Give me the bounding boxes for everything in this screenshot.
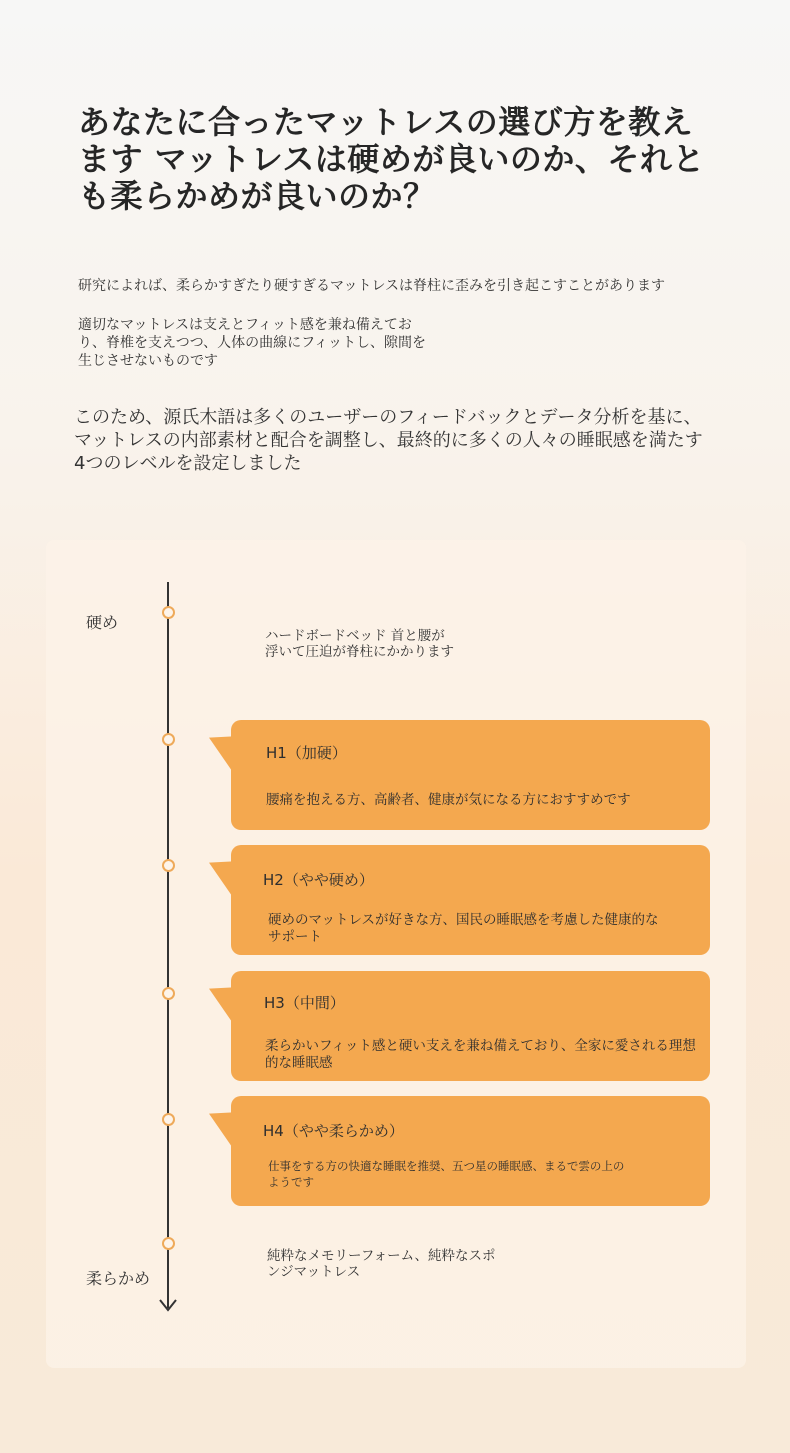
level-title: H2（やや硬め） bbox=[263, 871, 374, 889]
scale-dot-h3 bbox=[162, 987, 175, 1000]
scale-note-memory-foam: 純粋なメモリーフォーム、純粋なスポンジマットレス bbox=[267, 1248, 496, 1280]
page-title: あなたに合ったマットレスの選び方を教えます マットレスは硬めが良いのか、それとも柔らかめが良いのか？ bbox=[78, 103, 705, 215]
scale-dot-h1 bbox=[162, 733, 175, 746]
firmness-axis-line bbox=[167, 582, 169, 1308]
level-card-h2 bbox=[231, 845, 710, 955]
intro-paragraph-suitable: 適切なマットレスは支えとフィット感を兼ね備えており、脊椎を支えつつ、人体の曲線にフィットし、隙間を生じさせないものです bbox=[78, 317, 427, 369]
level-title: H1（加硬） bbox=[266, 744, 347, 762]
scale-dot-h4 bbox=[162, 1113, 175, 1126]
scale-note-hardboard: ハードボードベッド 首と腰が浮いて圧迫が脊柱にかかります bbox=[265, 628, 454, 660]
intro-paragraph-levels: このため、源氏木語は多くのユーザーのフィードバックとデータ分析を基に、マットレスの内部素材と配合を調整し、最終的に多くの人々の睡眠感を満たす4つのレベルを設定しました bbox=[74, 407, 703, 474]
level-description: 仕事をする方の快適な睡眠を推奨、五つ星の睡眠感、まるで雲の上のようです bbox=[268, 1159, 625, 1189]
level-card-h4 bbox=[231, 1096, 710, 1206]
level-description: 硬めのマットレスが好きな方、国民の睡眠感を考慮した健康的なサポート bbox=[268, 912, 659, 945]
scale-dot-bottom bbox=[162, 1237, 175, 1250]
level-title: H3（中間） bbox=[264, 994, 345, 1012]
level-description: 柔らかいフィット感と硬い支えを兼ね備えており、全家に愛される理想的な睡眠感 bbox=[265, 1038, 696, 1071]
scale-label-soft: 柔らかめ bbox=[86, 1269, 151, 1288]
intro-paragraph-research: 研究によれば、柔らかすぎたり硬すぎるマットレスは脊柱に歪みを引き起こすことがあります bbox=[78, 278, 666, 294]
level-title: H4（やや柔らかめ） bbox=[263, 1122, 404, 1140]
level-card-h3 bbox=[231, 971, 710, 1081]
arrow-down-icon bbox=[158, 1296, 178, 1314]
scale-dot-h2 bbox=[162, 859, 175, 872]
scale-label-firm: 硬め bbox=[86, 613, 119, 632]
level-card-h1 bbox=[231, 720, 710, 830]
scale-dot-top bbox=[162, 606, 175, 619]
level-description: 腰痛を抱える方、高齢者、健康が気になる方におすすめです bbox=[266, 792, 631, 808]
